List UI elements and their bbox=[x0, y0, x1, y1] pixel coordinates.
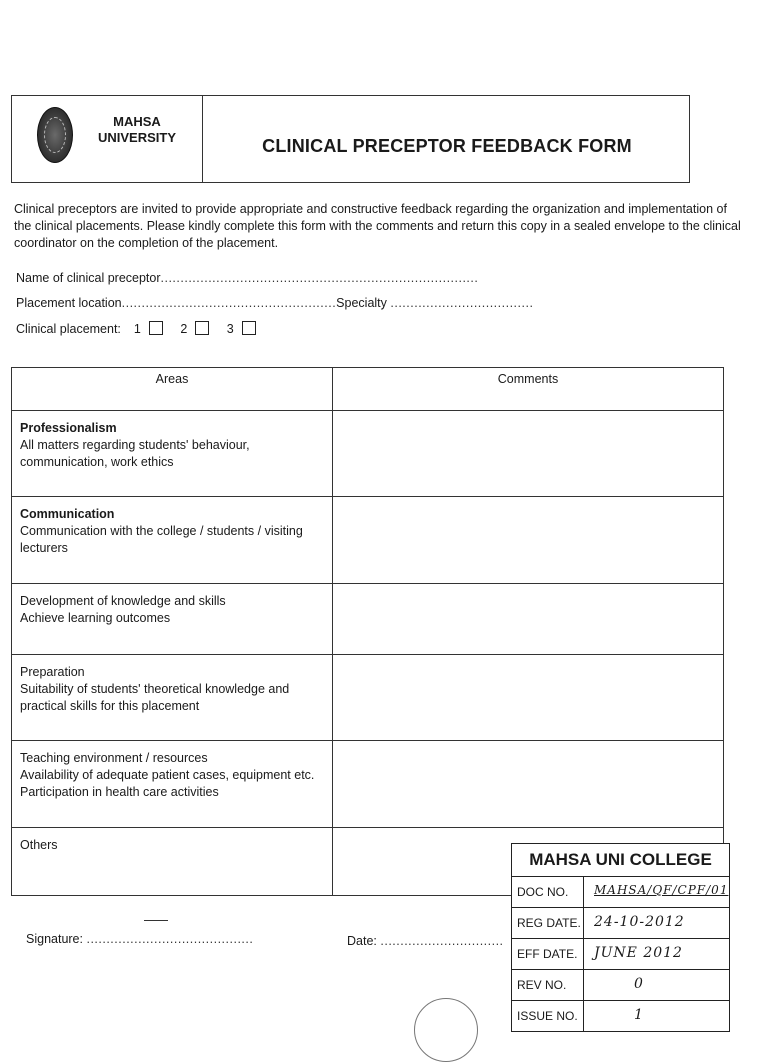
intro-paragraph: Clinical preceptors are invited to provide appropriate and constructive feedback regarding the organization and implementation of the clinical placements. Please kindly complete this form with the comments and return this copy in a sealed envelope to the clinical coordinator on the completion of the placement. bbox=[14, 202, 741, 250]
placement-option-1-label: 1 bbox=[133, 322, 141, 336]
area-cell bbox=[12, 741, 333, 828]
stamp-value: JUNE 2012 bbox=[594, 945, 683, 961]
stamp-row-issue-no bbox=[512, 1001, 729, 1031]
table-row bbox=[12, 411, 724, 497]
placement-option-2-checkbox[interactable] bbox=[195, 321, 209, 335]
area-title: Others bbox=[20, 838, 58, 852]
stamp-row-reg-date bbox=[512, 908, 729, 939]
comment-cell[interactable] bbox=[333, 497, 724, 584]
stamp-label: EFF DATE. bbox=[512, 939, 584, 969]
feedback-table bbox=[11, 367, 724, 896]
document-control-stamp bbox=[511, 843, 730, 1032]
preceptor-name-dots: ................................................................................ bbox=[160, 271, 479, 285]
area-description: Suitability of students' theoretical knowledge and practical skills for this placement bbox=[20, 682, 290, 713]
stamp-label: DOC NO. bbox=[512, 877, 584, 907]
preceptor-name-field[interactable] bbox=[16, 271, 478, 285]
university-name: MAHSA UNIVERSITY bbox=[97, 114, 176, 145]
area-description: All matters regarding students' behaviour, communication, work ethics bbox=[20, 438, 250, 469]
clinical-placement-label: Clinical placement: bbox=[16, 322, 121, 336]
table-row bbox=[12, 497, 724, 584]
specialty-dots[interactable]: .................................... bbox=[390, 296, 534, 310]
stamp-label: ISSUE NO. bbox=[512, 1001, 584, 1031]
comment-cell[interactable] bbox=[333, 741, 724, 828]
area-description bbox=[12, 852, 332, 854]
signature-field[interactable] bbox=[26, 932, 253, 946]
stamp-row-rev-no bbox=[512, 970, 729, 1001]
area-title: Development of knowledge and skills bbox=[20, 594, 226, 608]
area-description: Availability of adequate patient cases, equipment etc. Participation in health care activities bbox=[20, 768, 315, 799]
stamp-value: 1 bbox=[634, 1007, 644, 1023]
clinical-placement-row bbox=[16, 321, 270, 336]
date-field[interactable] bbox=[347, 934, 504, 948]
date-label: Date: bbox=[347, 934, 377, 948]
header-divider bbox=[202, 95, 203, 183]
stamp-row-doc-no bbox=[512, 877, 729, 908]
signature-mark bbox=[144, 920, 168, 921]
placement-location-dots: ...................................................... bbox=[121, 296, 337, 310]
university-seal-emblem bbox=[44, 117, 66, 153]
area-cell bbox=[12, 497, 333, 584]
signature-label: Signature: bbox=[26, 932, 83, 946]
date-dots: ............................... bbox=[380, 934, 504, 948]
comment-cell[interactable] bbox=[333, 411, 724, 497]
placement-option-1-checkbox[interactable] bbox=[149, 321, 163, 335]
stamp-label: REG DATE. bbox=[512, 908, 584, 938]
placement-option-3-checkbox[interactable] bbox=[242, 321, 256, 335]
preceptor-name-label: Name of clinical preceptor bbox=[16, 271, 161, 285]
placement-option-2-label: 2 bbox=[180, 322, 188, 336]
stamp-label: REV NO. bbox=[512, 970, 584, 1000]
stamp-value: MAHSA/QF/CPF/01 bbox=[594, 883, 729, 897]
form-title: CLINICAL PRECEPTOR FEEDBACK FORM bbox=[262, 136, 632, 156]
area-title: Communication bbox=[20, 507, 115, 521]
signature-dots: .......................................... bbox=[86, 932, 254, 946]
area-title: Teaching environment / resources bbox=[20, 751, 208, 765]
comment-cell[interactable] bbox=[333, 584, 724, 655]
specialty-label: Specialty bbox=[336, 296, 387, 310]
area-title: Preparation bbox=[20, 665, 85, 679]
placement-location-label: Placement location bbox=[16, 296, 122, 310]
round-seal-stamp bbox=[414, 998, 478, 1062]
table-row bbox=[12, 741, 724, 828]
area-description: Communication with the college / students / visiting lecturers bbox=[20, 524, 303, 555]
stamp-title: MAHSA UNI COLLEGE bbox=[512, 844, 729, 877]
stamp-value: 24-10-2012 bbox=[594, 914, 685, 930]
area-cell bbox=[12, 828, 333, 896]
placement-location-field[interactable] bbox=[16, 296, 533, 310]
stamp-value: 0 bbox=[634, 976, 644, 992]
column-header-comments: Comments bbox=[333, 368, 724, 411]
table-row bbox=[12, 584, 724, 655]
table-row bbox=[12, 655, 724, 741]
comment-cell[interactable] bbox=[333, 655, 724, 741]
table-header-row bbox=[12, 368, 724, 411]
area-title: Professionalism bbox=[20, 421, 117, 435]
placement-option-3-label: 3 bbox=[226, 322, 234, 336]
stamp-row-eff-date bbox=[512, 939, 729, 970]
area-cell bbox=[12, 655, 333, 741]
column-header-areas: Areas bbox=[12, 368, 333, 411]
area-cell bbox=[12, 411, 333, 497]
area-description: Achieve learning outcomes bbox=[20, 611, 171, 625]
area-cell bbox=[12, 584, 333, 655]
